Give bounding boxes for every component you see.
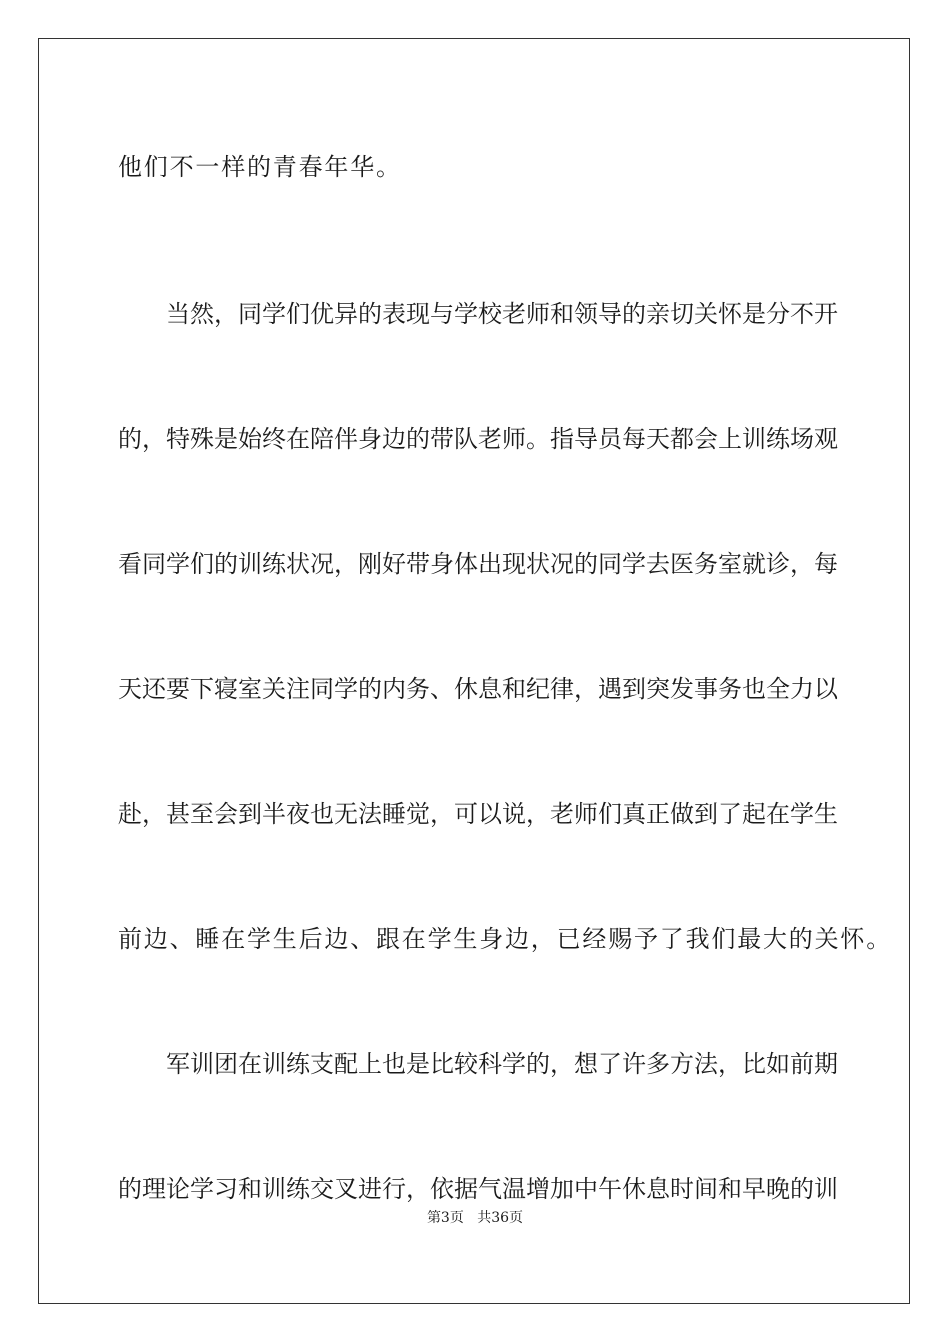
text-line-9: 的理论学习和训练交叉进行，依据气温增加中午休息时间和早晚的训 xyxy=(118,1175,838,1203)
page-number: 第3页 xyxy=(426,1210,464,1226)
page-total: 共36页 xyxy=(477,1210,524,1226)
page-footer xyxy=(0,1209,950,1227)
page-frame xyxy=(38,38,910,1304)
text-line-3: 的，特殊是始终在陪伴身边的带队老师。指导员每天都会上训练场观 xyxy=(118,425,838,453)
text-line-1: 他们不一样的青春年华。 xyxy=(118,153,402,181)
text-line-8: 军训团在训练支配上也是比较科学的，想了许多方法，比如前期 xyxy=(166,1050,838,1078)
text-line-5: 天还要下寝室关注同学的内务、休息和纪律，遇到突发事务也全力以 xyxy=(118,675,838,703)
text-line-7: 前边、睡在学生后边、跟在学生身边，已经赐予了我们最大的关怀。 xyxy=(118,925,892,953)
text-line-4: 看同学们的训练状况，刚好带身体出现状况的同学去医务室就诊，每 xyxy=(118,550,838,578)
text-line-2: 当然，同学们优异的表现与学校老师和领导的亲切关怀是分不开 xyxy=(166,300,838,328)
text-line-6: 赴，甚至会到半夜也无法睡觉，可以说，老师们真正做到了起在学生 xyxy=(118,800,838,828)
